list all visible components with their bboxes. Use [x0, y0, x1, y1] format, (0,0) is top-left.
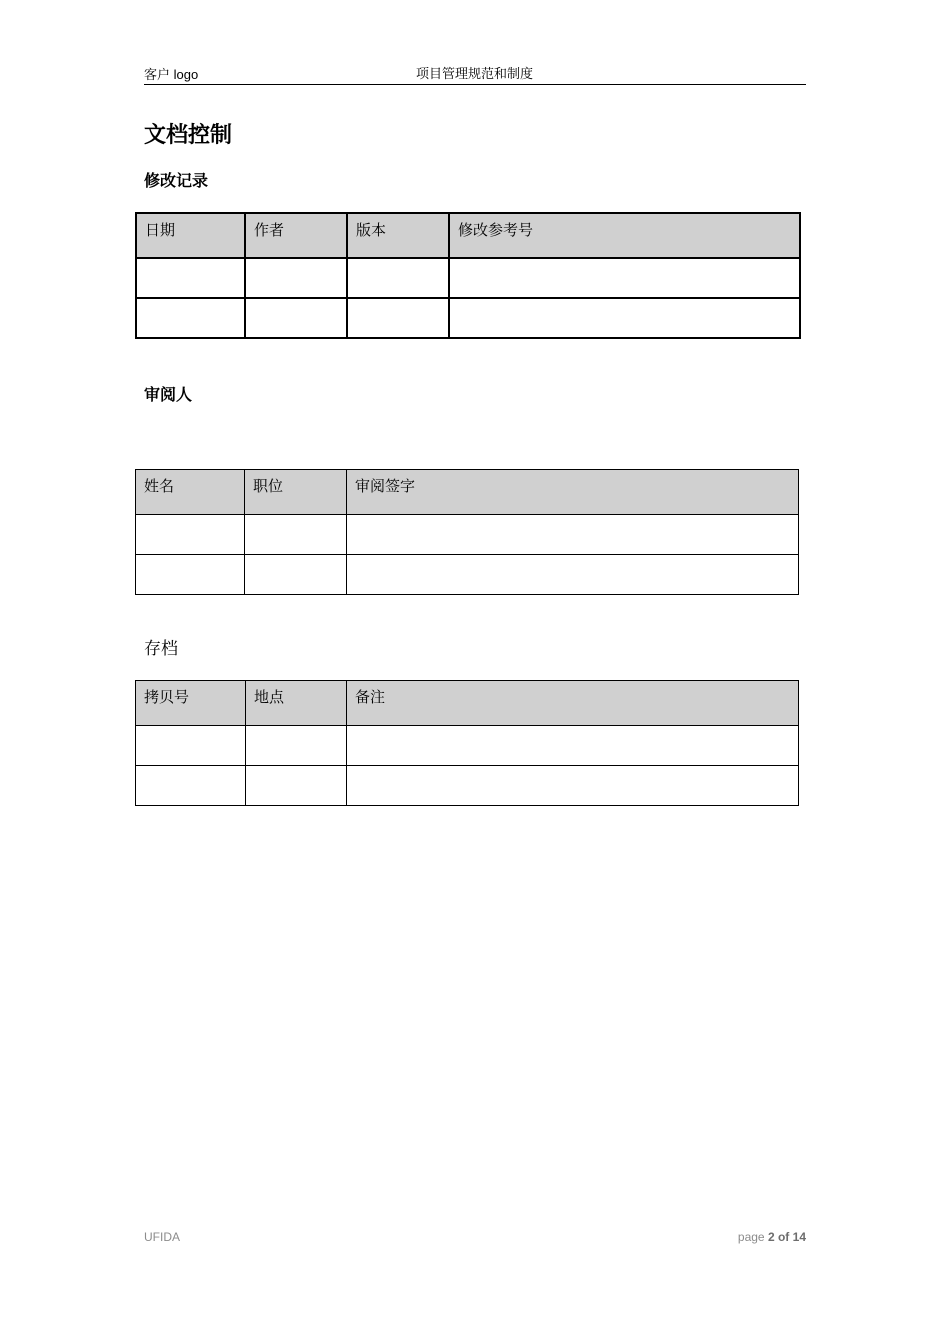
footer-company: UFIDA: [144, 1230, 180, 1244]
table-cell[interactable]: [136, 726, 246, 766]
table-cell[interactable]: [449, 298, 800, 338]
column-header: 地点: [246, 681, 347, 726]
table-row: [136, 515, 799, 555]
table-cell[interactable]: [347, 515, 799, 555]
column-header: 审阅签字: [347, 470, 799, 515]
table-cell[interactable]: [347, 258, 449, 298]
table-cell[interactable]: [347, 726, 799, 766]
column-header: 修改参考号: [449, 213, 800, 258]
table-row: [136, 298, 800, 338]
table-row: [136, 258, 800, 298]
column-header: 姓名: [136, 470, 245, 515]
page-of: of: [777, 1230, 790, 1244]
table-cell[interactable]: [347, 298, 449, 338]
archive-table: [135, 680, 799, 806]
table-cell[interactable]: [136, 555, 245, 595]
page-label: page: [737, 1230, 765, 1244]
table-row: [136, 766, 799, 806]
page-header: [144, 66, 806, 85]
reviewers-table: [135, 469, 799, 595]
table-row: [136, 555, 799, 595]
table-cell[interactable]: [347, 766, 799, 806]
table-cell[interactable]: [136, 258, 245, 298]
table-cell[interactable]: [347, 555, 799, 595]
column-header: 备注: [347, 681, 799, 726]
table-cell[interactable]: [449, 258, 800, 298]
column-header: 日期: [136, 213, 245, 258]
table-cell[interactable]: [246, 726, 347, 766]
table-cell[interactable]: [245, 298, 347, 338]
revision-table: [135, 212, 801, 339]
table-cell[interactable]: [245, 515, 347, 555]
table-cell[interactable]: [136, 515, 245, 555]
page-title: 文档控制: [144, 123, 233, 148]
page-total: 14: [792, 1230, 806, 1244]
column-header: 版本: [347, 213, 449, 258]
table-cell[interactable]: [246, 766, 347, 806]
column-header: 职位: [245, 470, 347, 515]
table-header-row: [136, 681, 799, 726]
archive-heading: 存档: [144, 639, 178, 659]
reviewers-heading: 审阅人: [144, 385, 193, 404]
header-client-logo-text: 客户 logo: [144, 67, 199, 82]
table-header-row: [136, 470, 799, 515]
header-document-title: 项目管理规范和制度: [416, 67, 534, 82]
table-cell[interactable]: [245, 555, 347, 595]
table-row: [136, 726, 799, 766]
revision-heading: 修改记录: [144, 171, 209, 190]
table-cell[interactable]: [136, 298, 245, 338]
table-cell[interactable]: [245, 258, 347, 298]
page-current: 2: [767, 1230, 775, 1244]
table-header-row: [136, 213, 800, 258]
footer-page-number: [738, 1230, 806, 1244]
column-header: 拷贝号: [136, 681, 246, 726]
column-header: 作者: [245, 213, 347, 258]
table-cell[interactable]: [136, 766, 246, 806]
